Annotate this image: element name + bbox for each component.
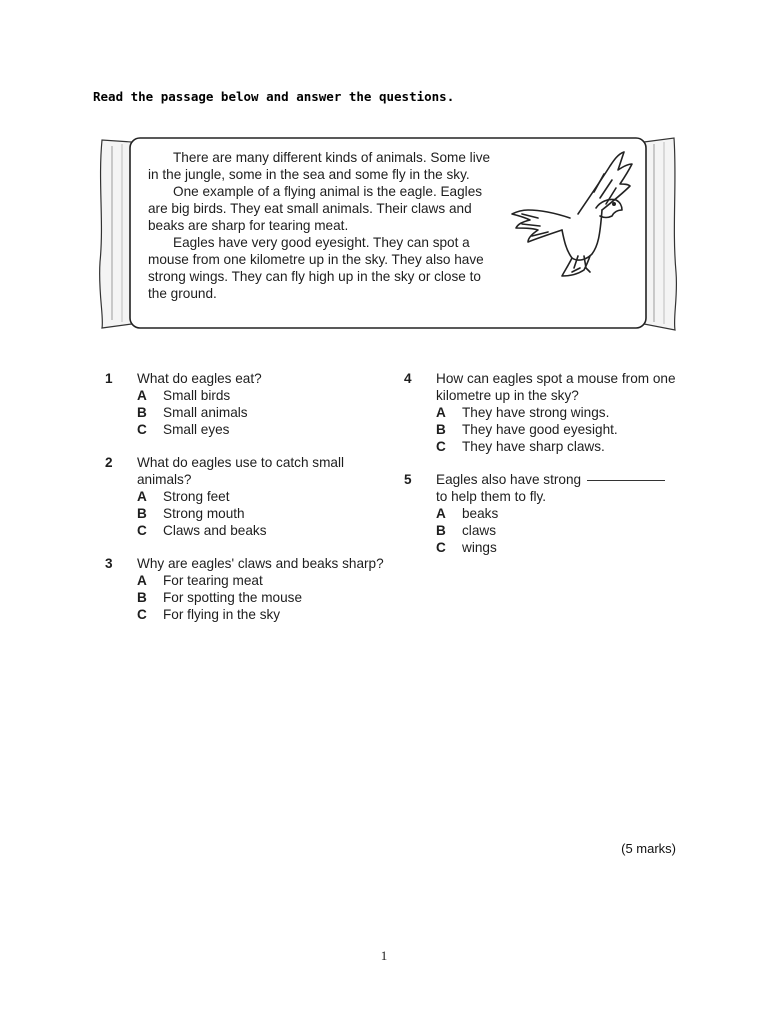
option-letter: B	[137, 405, 147, 420]
option-text: Claws and beaks	[163, 523, 267, 538]
option-text: For spotting the mouse	[163, 590, 303, 605]
option-text: They have good eyesight.	[462, 422, 618, 437]
marks-label: (5 marks)	[621, 841, 676, 856]
answer-option	[137, 505, 385, 522]
option-text: For flying in the sky	[163, 607, 281, 622]
option-text: Strong feet	[163, 489, 230, 504]
question-number: 1	[105, 371, 113, 386]
eagle-illustration	[508, 144, 638, 284]
option-text: wings	[462, 540, 497, 555]
answer-option	[137, 589, 385, 606]
answer-option	[137, 522, 385, 539]
answer-option	[137, 606, 385, 623]
option-text: Strong mouth	[163, 506, 245, 521]
passage-paragraph: One example of a flying animal is the eagle. Eagles are big birds. They eat small animals. Their claws and beaks are sharp for tearing meat.	[148, 184, 483, 233]
answer-option	[436, 505, 684, 522]
option-letter: B	[137, 590, 147, 605]
answer-blank	[587, 480, 665, 481]
option-text: Small animals	[163, 405, 248, 420]
option-letter: C	[137, 422, 147, 437]
answer-option	[137, 421, 385, 438]
question-2	[105, 454, 385, 539]
question-5	[404, 471, 684, 556]
question-number: 5	[404, 472, 412, 487]
question-stem: What do eagles use to catch small animals?	[137, 455, 345, 487]
page-number: 1	[380, 948, 388, 963]
question-stem	[436, 471, 684, 488]
option-text: For tearing meat	[163, 573, 263, 588]
instruction-heading: Read the passage below and answer the questions.	[93, 89, 455, 104]
answer-option	[137, 488, 385, 505]
question-stem-start: Eagles also have strong	[436, 472, 582, 487]
answer-option	[436, 438, 684, 455]
option-letter: C	[137, 523, 147, 538]
question-stem-end: to help them to fly.	[436, 489, 547, 504]
question-3	[105, 555, 385, 623]
questions-right-column	[404, 370, 684, 572]
option-letter: A	[436, 506, 446, 521]
option-letter: C	[436, 540, 446, 555]
question-4	[404, 370, 684, 455]
option-text: They have strong wings.	[462, 405, 610, 420]
option-text: claws	[462, 523, 496, 538]
option-text: They have sharp claws.	[462, 439, 605, 454]
option-letter: A	[436, 405, 446, 420]
option-text: beaks	[462, 506, 499, 521]
question-number: 2	[105, 455, 113, 470]
question-stem: Why are eagles' claws and beaks sharp?	[137, 556, 384, 571]
passage-paragraph: Eagles have very good eyesight. They can spot a mouse from one kilometre up in the sky. They also have strong wings. They can fly high up in the sky or close to the ground.	[148, 235, 484, 301]
option-letter: A	[137, 573, 147, 588]
answer-option	[137, 404, 385, 421]
answer-option	[436, 404, 684, 421]
option-letter: C	[137, 607, 147, 622]
option-letter: A	[137, 388, 147, 403]
question-number: 4	[404, 371, 412, 386]
option-letter: C	[436, 439, 446, 454]
questions-left-column	[105, 370, 385, 639]
answer-option	[436, 421, 684, 438]
question-stem: How can eagles spot a mouse from one kilometre up in the sky?	[436, 371, 676, 403]
passage-text	[148, 149, 498, 302]
answer-option	[137, 387, 385, 404]
option-letter: B	[436, 523, 446, 538]
answer-option	[137, 572, 385, 589]
question-number: 3	[105, 556, 113, 571]
question-stem: What do eagles eat?	[137, 371, 262, 386]
option-text: Small eyes	[163, 422, 230, 437]
option-letter: B	[436, 422, 446, 437]
passage-paragraph: There are many different kinds of animals. Some live in the jungle, some in the sea and some fly in the sky.	[148, 150, 491, 182]
answer-option	[436, 522, 684, 539]
option-text: Small birds	[163, 388, 231, 403]
option-letter: A	[137, 489, 147, 504]
answer-option	[436, 539, 684, 556]
option-letter: B	[137, 506, 147, 521]
passage-scroll-banner	[98, 132, 678, 334]
question-1	[105, 370, 385, 438]
